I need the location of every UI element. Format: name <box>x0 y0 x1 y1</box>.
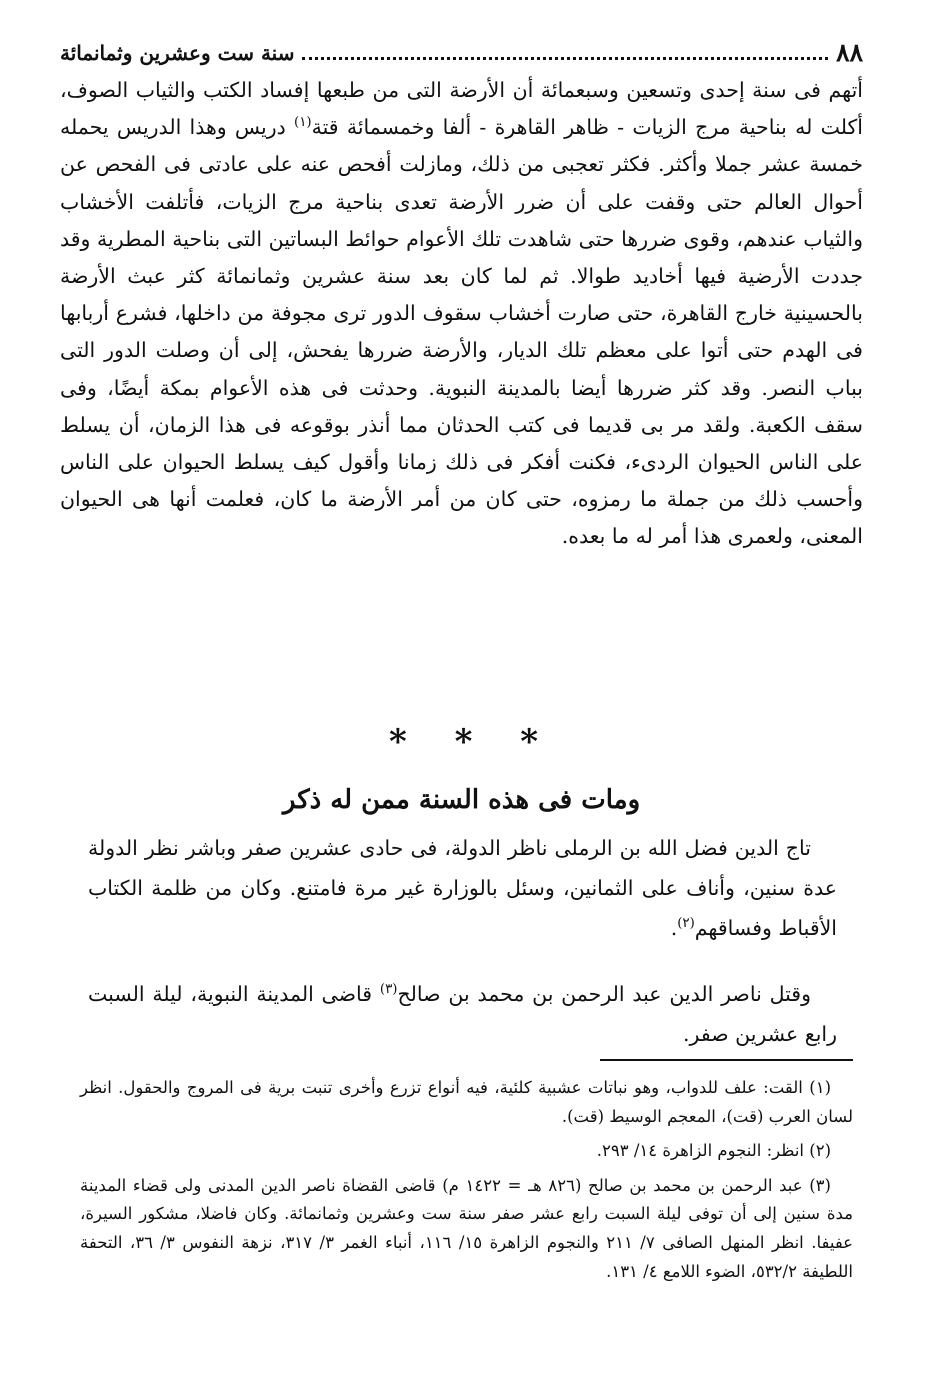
footnotes <box>80 1074 853 1292</box>
footnote-marker: (١) <box>294 115 312 131</box>
text-line: قتة <box>311 115 339 140</box>
running-title: سنة ست وعشرين وثمانمائة <box>60 41 295 65</box>
footnote-1 <box>80 1074 853 1131</box>
page-number: ٨٨ <box>836 38 863 67</box>
text-line: والثياب الصوف، أكلت له بناحية مرج الزيات - ظاهر القاهرة - ألفا وخمسمائة <box>60 78 863 140</box>
main-text <box>60 72 863 556</box>
paragraph <box>88 974 837 1054</box>
text-line: أن وصلت الدور التى بباب النصر. وقد كثر ضررها أيضا بالمدينة النبوية. وحدثت فى <box>60 338 863 400</box>
text-line: ضررها حتى شاهدت تلك الأعوام حوائط البساتين التى بناحية المطرية وقد جددت <box>60 226 863 289</box>
text-line: دريس وهذا الدريس يحمله خمسة عشر جملا وأكثر. فكثر تعجبى من ذلك، <box>60 115 863 177</box>
text-line: أنذر بوقوعه فى هذا الزمان، أن يسلط على الناس الحيوان الردىء، فكنت أفكر فى <box>60 412 863 475</box>
text-line: ومازلت أفحص عنه على عادتى فى الفحص عن أحوال العالم حتى وقفت على أن <box>60 152 863 214</box>
text-line: الأرضية فيها أخاديد طوالا. ثم لما كان بعد سنة عشرين وثمانمائة كثر عبث الأرضة <box>60 264 800 289</box>
text-line: رابع عشرين صفر. <box>683 1022 837 1046</box>
text-line: بالحسينية خارج القاهرة، حتى صارت أخشاب سقوف الدور ترى مجوفة من داخلها، <box>174 301 863 326</box>
obituary-entry <box>88 974 837 1054</box>
text-line: وقتل ناصر الدين عبد الرحمن بن محمد بن صالح <box>397 982 811 1006</box>
running-header <box>60 36 863 70</box>
text-line: قاضى المدينة النبوية، ليلة السبت <box>88 982 380 1006</box>
text-line: تاج الدين فضل الله بن الرملى ناظر الدولة، فى حادى عشرين صفر وباشر نظر <box>144 836 811 860</box>
footnote-line: فاضلا، مشكور السيرة، عفيفا. انظر المنهل الصافى ٧/ ٢١١ والنجوم الزاهرة ١٥/ ١١٦، أنباء الغمر <box>80 1204 854 1252</box>
footnote-line: ٣/ ٣١٧، نزهة النفوس ٣/ ٣٦، التحفة اللطيفة ٥٣٢/٢، الضوء اللامع ٤/ ١٣١. <box>80 1232 853 1281</box>
text-line: ضرر الأرضة تعدى بناحية مرج الزيات، فأتلفت الأخشاب والثياب عندهم، وقوى <box>60 189 863 251</box>
paragraph <box>88 828 837 948</box>
footnote-line: (٣) عبد الرحمن بن محمد بن صالح (٨٢٦ هـ = ١٤٢٢ م) قاضى القضاة ناصر الدين المدنى ولى <box>174 1175 831 1195</box>
footnote-2 <box>80 1137 853 1166</box>
paragraph <box>60 72 863 556</box>
section-separator: * * * <box>388 722 556 762</box>
footnote-divider <box>600 1059 853 1061</box>
footnote-line: (١) القت: علف للدواب، وهو نباتات عشبية كلئية، فيه أنواع تزرع وأخرى تنبت برية فى <box>240 1078 832 1097</box>
text-line: ذلك زمانا وأقول كيف يسلط الحيوان على الناس وأحسب ذلك من جملة ما رمزوه، <box>60 450 863 512</box>
text-line: حتى كان من أمر الأرضة ما كان، فعلمت أنها هى الحيوان المعنى، ولعمرى هذا أمر له <box>60 487 863 549</box>
section-heading: ومات فى هذه السنة ممن له ذكر <box>282 785 641 815</box>
header-dotted-leader <box>302 55 828 60</box>
footnote-line: (٢) انظر: النجوم الزاهرة ١٤/ ٢٩٣. <box>596 1141 831 1161</box>
footnote-3 <box>80 1172 853 1286</box>
text-line: فشرع أربابها فى الهدم حتى أتوا على معظم تلك الديار، والأرضة ضررها يفحش، إلى <box>60 301 863 363</box>
text-line: هذه الأعوام بمكة أيضًا، وفى سقف الكعبة. ولقد مر بى قديما فى كتب الحدثان مما <box>60 375 863 437</box>
footnote-marker: (٣) <box>379 982 398 998</box>
text-line: الدولة عدة سنين، وأناف على الثمانين، وسئل بالوزارة غير مرة فامتنع. وكان من <box>88 836 837 900</box>
footnote-line: قضاء المدينة مدة سنين إلى أن توفى ليلة السبت رابع عشر صفر سنة ست وعشرين وثمانمائة. وكان <box>80 1175 854 1224</box>
text-line: ما بعده. <box>561 524 630 549</box>
text-line: . <box>670 916 678 940</box>
text-line: ظلمة الكتاب الأقباط وفساقهم <box>88 876 837 940</box>
text-line: أتهم فى سنة إحدى وتسعين وسبعمائة أن الأرضة التى من طبعها إفساد الكتب <box>203 78 863 102</box>
footnote-line: المروج والحقول. انظر لسان العرب (قت)، المعجم الوسيط (قت). <box>80 1078 853 1126</box>
obituary-entry <box>88 828 837 948</box>
footnote-marker: (٢) <box>677 916 695 932</box>
